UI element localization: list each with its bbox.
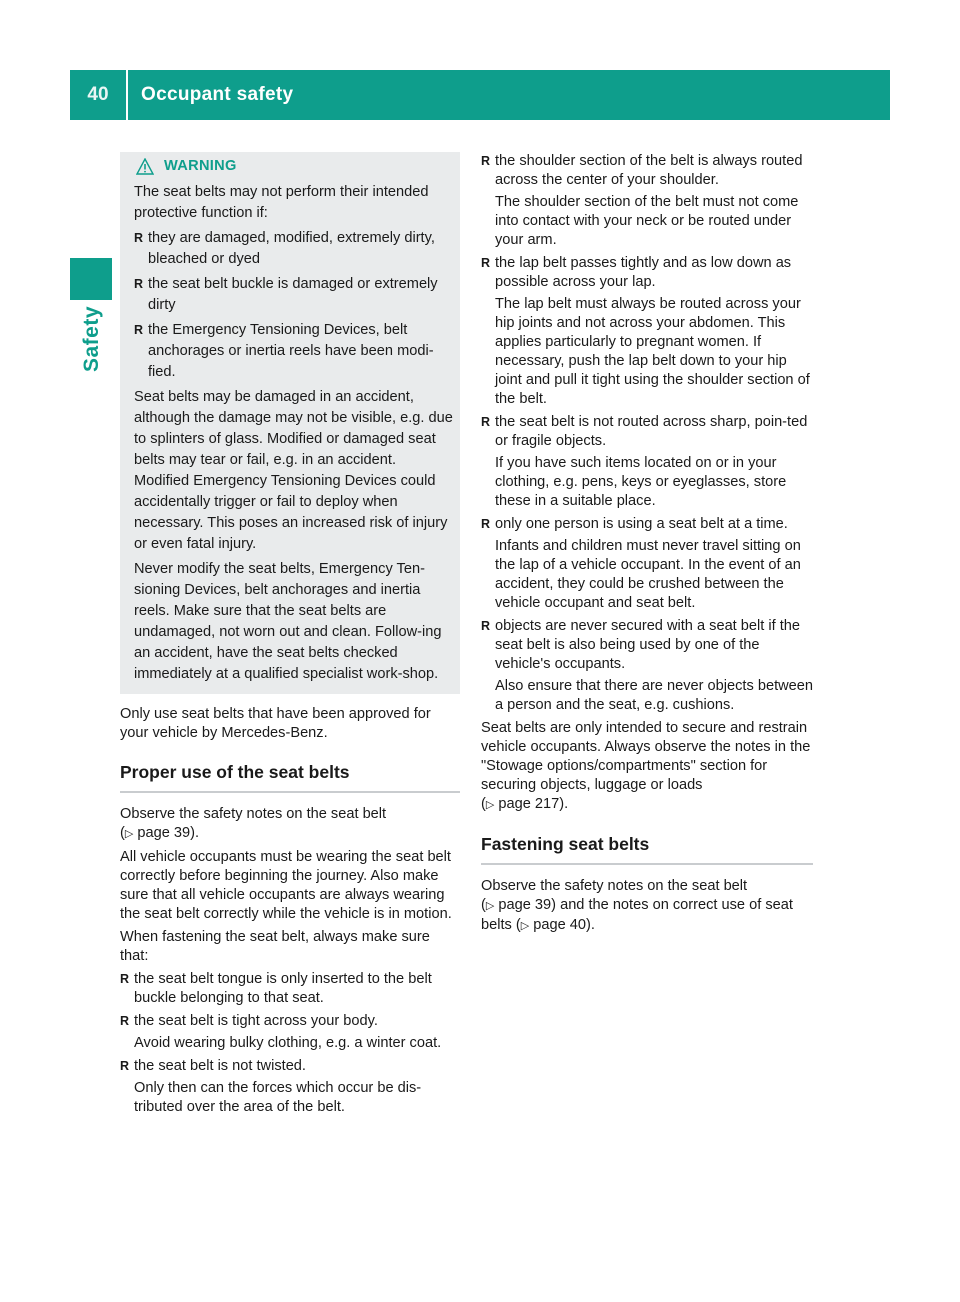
proper-use-list-left — [120, 970, 460, 1117]
bullet-icon: R — [120, 972, 130, 986]
list-item — [120, 1057, 460, 1117]
list-item-text: objects are never secured with a seat belt if the seat belt is also being used by one of the vehicle's occupants. — [495, 618, 801, 672]
bullet-icon: R — [134, 277, 144, 291]
list-item — [120, 1012, 460, 1053]
closing-paragraph — [481, 719, 813, 815]
list-item-detail: Avoid wearing bulky clothing, e.g. a winter coat. — [134, 1035, 442, 1051]
page-link[interactable]: page 39). — [137, 825, 200, 841]
paren: ( — [481, 897, 486, 913]
list-item — [120, 970, 460, 1008]
section-heading-proper-use: Proper use of the seat belts — [120, 747, 460, 793]
warning-header — [136, 157, 454, 176]
paren: ( — [120, 825, 125, 841]
header-divider — [126, 70, 128, 120]
body-paragraph: All vehicle occupants must be wearing the seat belt correctly before beginning the journey. Also make sure that all vehicle occupants are always wearing the seat belt correctly while the vehicle is in motion. — [120, 849, 452, 922]
list-item-text: the lap belt passes tightly and as low down as possible across your lap. — [495, 255, 792, 290]
paren: ( — [481, 796, 486, 812]
list-item — [481, 413, 813, 511]
proper-use-list-right — [481, 152, 813, 715]
list-item — [481, 515, 813, 613]
page-ref-arrow-icon: ▷ — [124, 828, 134, 840]
page-link[interactable]: page 39) and the notes on correct use of seat belts ( — [481, 897, 793, 933]
safety-ref-text: Observe the safety notes on the seat belt — [120, 806, 387, 822]
page-link[interactable]: page 40). — [533, 917, 595, 933]
page-ref-arrow-icon: ▷ — [485, 900, 495, 912]
section-heading-fastening: Fastening seat belts — [481, 819, 813, 865]
list-item-text: they are damaged, modified, extremely dirty, bleached or dyed — [148, 230, 435, 267]
warning-paragraph: Seat belts may be damaged in an accident, although the damage may not be visible, e.g. due to splinters of glass. Modified or damaged seat belts may tear or fail, e.g. in an accident. Modified Emergency Tensioning Devices could accidentally trigger or fail to deploy when necessary. This poses an increased risk of injury or even fatal injury. — [134, 389, 453, 552]
list-item-detail: Infants and children must never travel sitting on the lap of a vehicle occupant. In the event of an accident, they could be crushed between the vehicle occupant and seat belt. — [495, 538, 801, 611]
list-item-text: the seat belt is not twisted. — [134, 1058, 306, 1074]
list-item-detail: The shoulder section of the belt must not come into contact with your neck or be routed under your arm. — [495, 194, 799, 248]
bullet-icon: R — [481, 517, 491, 531]
warning-list — [134, 228, 454, 383]
bullet-icon: R — [134, 323, 144, 337]
list-item-detail: Also ensure that there are never objects between a person and the seat, e.g. cushions. — [495, 678, 814, 713]
safety-notes-reference — [120, 805, 460, 844]
warning-intro: The seat belts may not perform their intended protective function if: — [134, 184, 429, 221]
list-item — [134, 228, 454, 270]
list-item-detail: If you have such items located on or in your clothing, e.g. pens, keys or eyeglasses, store these in a suitable place. — [495, 455, 787, 509]
page-title: Occupant safety — [141, 84, 294, 105]
page-number: 40 — [87, 84, 109, 105]
list-item — [134, 320, 454, 383]
bullet-icon: R — [481, 619, 491, 633]
closing-text: Seat belts are only intended to secure and restrain vehicle occupants. Always observe the notes in the "Stowage options/compartments" section for securing objects, luggage or loads — [481, 720, 811, 793]
list-item-text: the seat belt buckle is damaged or extremely dirty — [148, 276, 438, 313]
list-item-text: the seat belt tongue is only inserted to the belt buckle belonging to that seat. — [134, 971, 432, 1006]
list-item-text: the seat belt is not routed across sharp, poin-ted or fragile objects. — [495, 414, 808, 449]
bullet-icon: R — [120, 1059, 130, 1073]
right-column — [481, 152, 813, 940]
list-item — [134, 274, 454, 316]
page-ref-arrow-icon: ▷ — [520, 920, 530, 932]
bullet-icon: R — [481, 256, 491, 270]
page-ref-arrow-icon: ▷ — [485, 799, 495, 811]
section-marker — [70, 258, 112, 300]
bullet-icon: R — [120, 1014, 130, 1028]
left-column — [120, 152, 460, 1121]
approved-note: Only use seat belts that have been approved for your vehicle by Mercedes-Benz. — [120, 706, 431, 741]
page-link[interactable]: page 217). — [498, 796, 569, 812]
bullet-icon: R — [481, 154, 491, 168]
list-item — [481, 254, 813, 409]
bullet-icon: R — [134, 231, 144, 245]
warning-triangle-icon — [136, 158, 154, 175]
bullet-icon: R — [481, 415, 491, 429]
list-item — [481, 152, 813, 250]
list-item-text: only one person is using a seat belt at a time. — [495, 516, 788, 532]
list-item-text: the Emergency Tensioning Devices, belt anchorages or inertia reels have been modi-fied. — [148, 322, 434, 380]
list-item — [481, 617, 813, 715]
list-item-text: the seat belt is tight across your body. — [134, 1013, 378, 1029]
body-paragraph: When fastening the seat belt, always make sure that: — [120, 929, 430, 964]
warning-paragraph: Never modify the seat belts, Emergency Ten-sioning Devices, belt anchorages and inertia reels. Make sure that the seat belts are undamaged, not worn out and clean. Follow-ing an accident, have the seat belts checked immediately at a qualified specialist work-shop. — [134, 561, 442, 682]
warning-box — [120, 152, 460, 694]
section-label: Safety — [80, 305, 103, 372]
fastening-paragraph — [481, 877, 813, 936]
list-item-detail: The lap belt must always be routed across your hip joints and not across your abdomen. This applies particularly to pregnant women. If necessary, push the lap belt down to your hip joint and pull it tight using the shoulder section of the belt. — [495, 296, 810, 407]
list-item-text: the shoulder section of the belt is always routed across the center of your shoulder. — [495, 153, 803, 188]
list-item-detail: Only then can the forces which occur be dis-tributed over the area of the belt. — [134, 1080, 422, 1115]
fastening-text: Observe the safety notes on the seat belt — [481, 878, 748, 894]
warning-title: WARNING — [164, 158, 237, 174]
